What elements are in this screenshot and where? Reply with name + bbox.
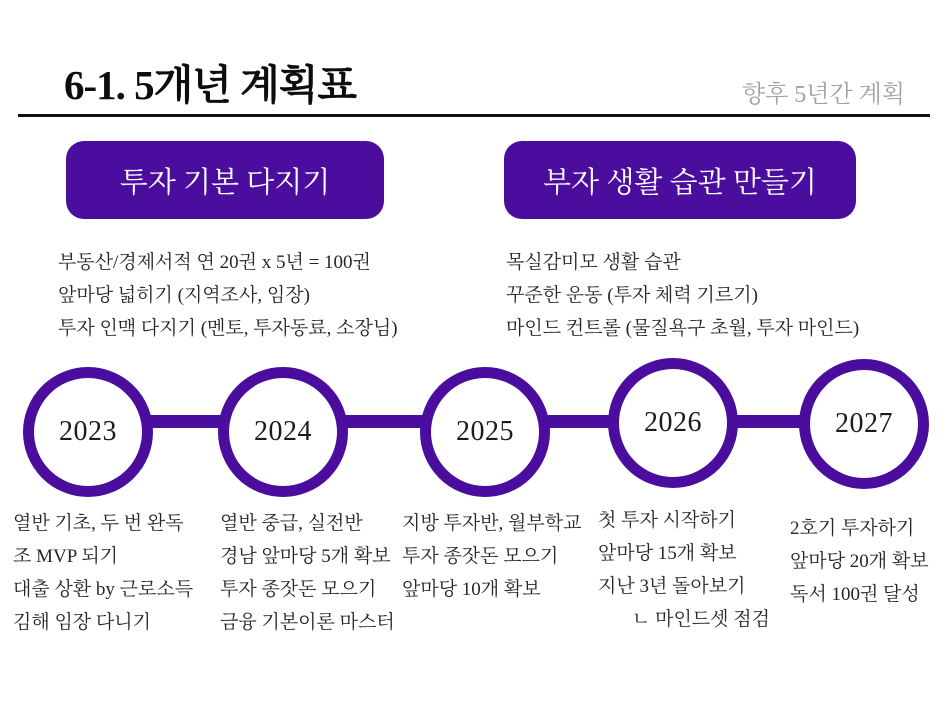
section-heading-rich-habits [504,141,856,219]
list-item: 독서 100권 달성 [790,584,920,605]
list-item: 지방 투자반, 월부학교 [402,513,582,534]
list-item: 앞마당 20개 확보 [790,551,929,572]
year-label: 2023 [59,416,117,447]
section-list-investment-basics [58,246,398,345]
list-item: 2호기 투자하기 [790,518,915,539]
year-goals-2023 [13,507,193,639]
timeline-node-2023 [23,367,153,497]
timeline-node-2024 [218,367,348,497]
list-item: 앞마당 넓히기 (지역조사, 임장) [58,285,310,306]
list-item: 목실감미모 생활 습관 [506,252,681,273]
list-item: 마인드 컨트롤 (물질욕구 초월, 투자 마인드) [506,318,860,339]
year-goals-2025 [402,507,581,606]
list-item: 투자 종잣돈 모으기 [220,579,377,600]
list-item: 금융 기본이론 마스터 [220,612,395,633]
year-label: 2024 [254,416,312,447]
list-item: 앞마당 15개 확보 [598,543,737,564]
section-heading-label: 투자 기본 다지기 [119,166,331,199]
timeline-node-2025 [420,367,550,497]
slide-subtitle: 향후 5년간 계획 [741,82,905,108]
list-item: 경남 앞마당 5개 확보 [220,546,391,567]
timeline-node-2026 [608,358,738,488]
section-heading-investment-basics [66,141,384,219]
list-item: 열반 기초, 두 번 완독 [13,513,184,534]
year-label: 2027 [835,408,893,439]
title-divider-rule [18,114,930,117]
list-item: 조 MVP 되기 [13,546,119,567]
list-item: 대출 상환 by 근로소득 [13,579,194,600]
list-item: 부동산/경제서적 연 20권 x 5년 = 100권 [58,252,371,273]
list-item: 투자 종잣돈 모으기 [402,546,559,567]
year-label: 2025 [456,416,514,447]
list-item: 꾸준한 운동 (투자 체력 기르기) [506,285,758,306]
section-heading-label: 부자 생활 습관 만들기 [543,166,817,199]
timeline-node-2027 [799,359,929,489]
list-item: 투자 인맥 다지기 (멘토, 투자동료, 소장님) [58,318,398,339]
list-item: 지난 3년 돌아보기 [598,576,746,597]
list-item-sub: ㄴ 마인드셋 점검 [632,609,770,630]
year-goals-2024 [220,507,395,639]
list-item: 앞마당 10개 확보 [402,579,541,600]
page-title: 6-1. 5개년 계획표 [64,62,356,108]
section-list-rich-habits [506,246,859,345]
list-item: 첫 투자 시작하기 [598,510,736,531]
year-goals-2027 [790,512,929,611]
list-item: 열반 중급, 실전반 [220,513,363,534]
year-label: 2026 [644,407,702,438]
year-goals-2026 [598,504,770,636]
list-item: 김해 임장 다니기 [13,612,151,633]
